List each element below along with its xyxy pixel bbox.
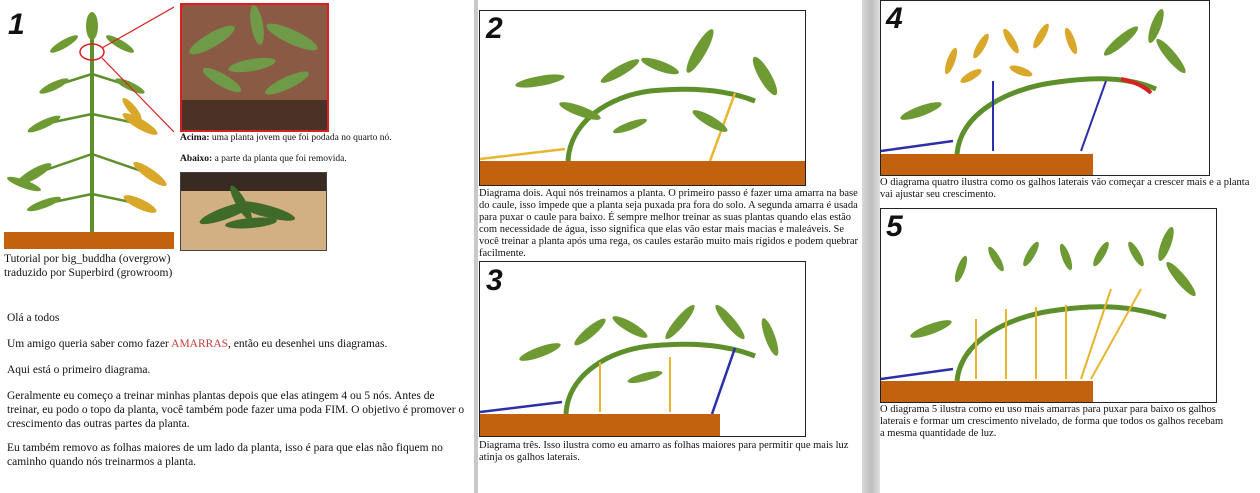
diagram-2-caption: Diagrama dois. Aqui nós treinamos a planta. O primeiro passo é fazer uma amarra na base do caule, isso impede que a planta seja puxada pra fora do solo. A segunda amarra é usada para puxar o caule para baixo. É sempre melhor treinar as suas plantas quando elas estão com necessidade de água, isso significa que elas vão estar mais macias e maleáveis. Se você treinar a planta após uma rega, os caules estarão muito mais rígidos e podem quebrar facilmente. (479, 188, 859, 259)
tie-base (480, 149, 565, 159)
photo-pruned-plant (180, 3, 329, 132)
diagram-1-number: 1 (8, 8, 25, 41)
article-paragraph-3: Aqui está o primeiro diagrama. (7, 364, 151, 376)
photo-top-caption (180, 132, 420, 144)
credits-line-2: traduzido por Superbird (growroom) (4, 267, 173, 279)
diagram-1-drawing (4, 4, 174, 249)
window-separator-right (862, 0, 880, 493)
diagram-4-number: 4 (886, 2, 903, 35)
diagram-3-drawing (480, 262, 805, 436)
diagram-4 (880, 0, 1210, 176)
diagram-5-number: 5 (886, 210, 903, 243)
diagram-2-number: 2 (486, 12, 503, 45)
diagram-1 (3, 3, 175, 250)
diagram-4-caption: O diagrama quatro ilustra como os galhos laterais vão começar a crescer mais e a planta vai ajustar seu crescimento. (880, 177, 1250, 200)
diagram-5 (880, 208, 1217, 403)
diagram-5-caption: O diagrama 5 ilustra como eu uso mais amarras para puxar para baixo os galhos laterais e formar um crescimento nivelado, de forma que todos os galhos recebam a mesma quantidade de luz. (880, 404, 1224, 439)
diagram-2-drawing (480, 11, 805, 185)
diagram-4-drawing (881, 1, 1209, 175)
tie-pull (712, 348, 735, 414)
article-greeting: Olá a todos (7, 312, 60, 324)
photo-top-text: uma planta jovem que foi podada no quarto nó. (209, 133, 392, 143)
tie-base (881, 369, 953, 379)
article-paragraph-5: Eu também removo as folhas maiores de um lado da planta, isso é para que elas não fiquem no caminho quando nós treinarmos a planta. (7, 442, 443, 468)
photo-bottom-text: a parte da planta que foi removida. (212, 154, 347, 164)
article-p2-before: Um amigo queria saber como fazer (7, 338, 172, 350)
window-separator-left (474, 0, 478, 493)
photo-removed-part-drawing (181, 173, 326, 250)
diagram-3-caption: Diagrama três. Isso ilustra como eu amarro as folhas maiores para permitir que mais luz atinja os galhos laterais. (479, 440, 849, 463)
diagram-2 (479, 10, 806, 186)
soil-rect (4, 232, 174, 249)
photo-bottom-caption (180, 153, 420, 165)
bent-stem (957, 307, 1166, 381)
diagram-3-number: 3 (486, 264, 503, 297)
photo-bottom-label: Abaixo: (180, 154, 213, 164)
photo-top-label: Acima: (180, 133, 210, 143)
bent-stem (568, 89, 755, 161)
tie-base (480, 402, 562, 412)
soil-rect (881, 381, 1093, 402)
photo-pruned-plant-drawing (182, 5, 327, 130)
amarras-link[interactable]: AMARRAS (171, 338, 229, 350)
diagram-5-drawing (881, 209, 1216, 402)
diagram-3 (479, 261, 806, 437)
tie-base (881, 141, 953, 151)
soil-rect (881, 154, 1093, 175)
article-paragraph-2 (7, 337, 467, 351)
article-paragraph-4: Geralmente eu começo a treinar minhas plantas depois que elas atingem 4 ou 5 nós. Antes de treinar, eu podo o topo da planta, você também pode fazer uma poda FIM. O objetivo é promover o crescimento das outras partes da planta. (7, 390, 465, 430)
article-p2-after: , então eu desenhei uns diagramas. (228, 338, 388, 350)
soil-rect (480, 161, 805, 185)
diagram-1-leaves (6, 12, 146, 214)
bent-stem (957, 79, 1156, 154)
bent-stem (566, 344, 755, 414)
credits-line-1: Tutorial por big_buddha (overgrow) (4, 253, 171, 265)
photo-removed-part (180, 172, 327, 251)
credits (4, 252, 204, 280)
soil-rect (480, 414, 720, 436)
